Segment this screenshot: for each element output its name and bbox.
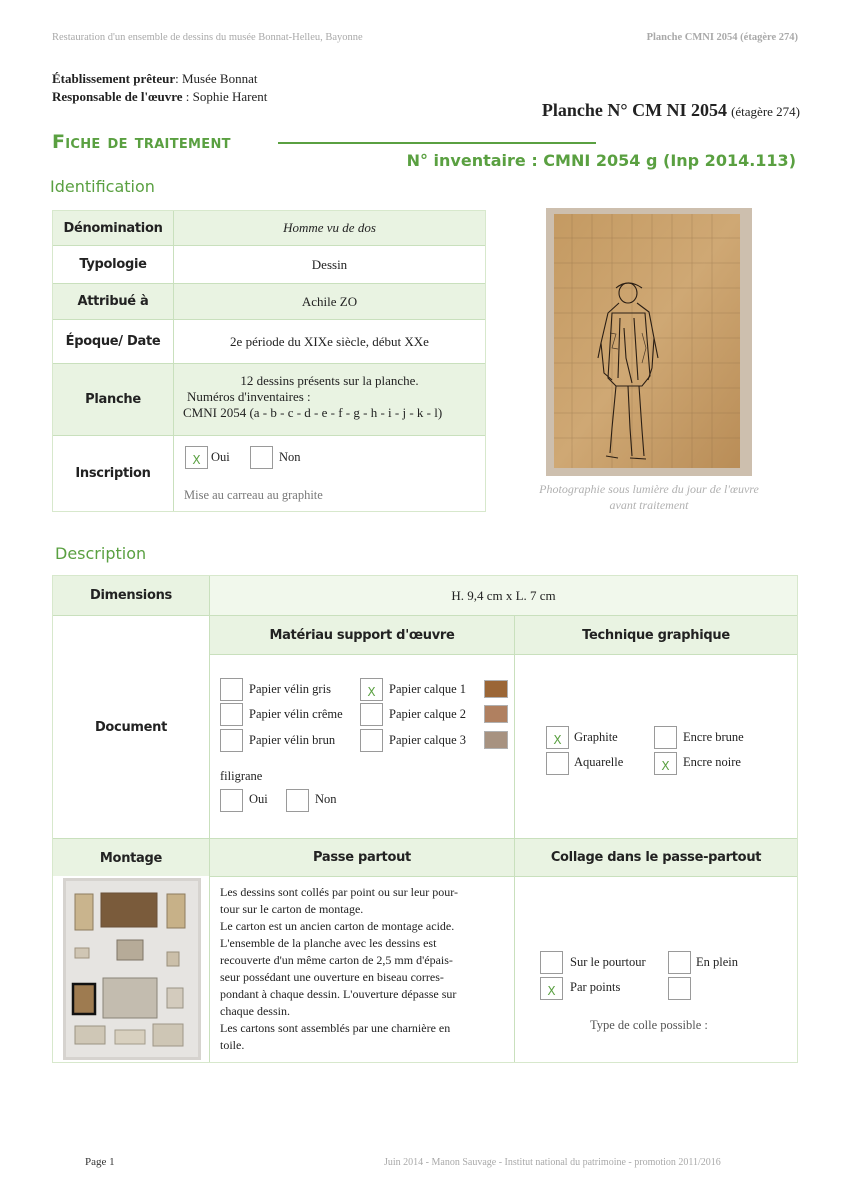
label-attribue: Attribué à <box>77 294 149 309</box>
page-number: Page 1 <box>85 1156 115 1168</box>
label-dimensions: Dimensions <box>90 588 172 603</box>
label-denomination: Dénomination <box>63 220 163 236</box>
lender-line-2 <box>52 89 267 105</box>
papier-velin-creme-label: Papier vélin crême <box>249 707 343 721</box>
papier-velin-creme-checkbox[interactable] <box>220 703 243 726</box>
papier-calque-1-checkbox[interactable]: X <box>360 678 383 701</box>
lender-label-1: Établissement prêteur <box>52 71 176 86</box>
filigrane-non-checkbox[interactable] <box>286 789 309 812</box>
lender-line-1 <box>52 71 257 87</box>
header-materiau: Matériau support d'œuvre <box>269 627 455 643</box>
encre-brune-label: Encre brune <box>683 730 744 744</box>
photo-caption-line-1: Photographie sous lumière du jour de l'œuvre <box>539 482 759 496</box>
passe-line: toile. <box>220 1038 245 1052</box>
photo-caption <box>506 481 792 513</box>
encre-noire-label: Encre noire <box>683 755 741 769</box>
passe-line: tour sur le carton de montage. <box>220 902 364 916</box>
graphite-label: Graphite <box>574 730 618 744</box>
papier-calque-1-label: Papier calque 1 <box>389 682 467 696</box>
label-typologie: Typologie <box>79 257 147 272</box>
value-attribue: Achile ZO <box>301 293 358 309</box>
title-rule <box>278 142 596 144</box>
type-de-colle-label: Type de colle possible : <box>590 1018 708 1032</box>
par-points-label: Par points <box>570 980 621 994</box>
papier-velin-gris-label: Papier vélin gris <box>249 682 331 696</box>
description-table <box>52 575 798 1063</box>
lender-value-2: : Sophie Harent <box>182 89 268 104</box>
en-plein-checkbox[interactable] <box>668 951 691 974</box>
label-document: Document <box>94 719 168 735</box>
lender-value-1: : Musée Bonnat <box>175 71 258 86</box>
papier-calque-3-checkbox[interactable] <box>360 729 383 752</box>
encre-noire-checkbox[interactable]: X <box>654 752 677 775</box>
aquarelle-label: Aquarelle <box>574 755 624 769</box>
value-epoque: 2e période du XIXe siècle, début XXe <box>230 333 429 349</box>
inscription-note: Mise au carreau au graphite <box>184 488 323 502</box>
papier-velin-gris-checkbox[interactable] <box>220 678 243 701</box>
par-points-checkbox[interactable]: X <box>540 977 563 1000</box>
row-divider <box>209 876 797 877</box>
label-inscription: Inscription <box>75 466 151 481</box>
montage-board-image <box>63 878 201 1060</box>
planche-line-2: Numéros d'inventaires : <box>187 389 311 404</box>
filigrane-label: filigrane <box>220 769 263 783</box>
inscription-oui-checkbox[interactable]: X <box>185 446 208 469</box>
passe-line: recouverte d'un même carton de 2,5 mm d'épais- <box>220 953 453 967</box>
calque-2-color-swatch <box>484 705 508 723</box>
encre-brune-checkbox[interactable] <box>654 726 677 749</box>
inscription-non-label: Non <box>279 450 301 464</box>
aquarelle-checkbox[interactable] <box>546 752 569 775</box>
value-dimensions: H. 9,4 cm x L. 7 cm <box>451 587 556 603</box>
passe-line: Le carton est un ancien carton de montage acide. <box>220 919 455 933</box>
papier-calque-2-checkbox[interactable] <box>360 703 383 726</box>
graphite-checkbox[interactable]: X <box>546 726 569 749</box>
en-plein-label: En plein <box>696 955 739 969</box>
lender-label-2: Responsable de l'œuvre <box>52 89 183 104</box>
planche-title <box>542 100 800 121</box>
artwork-drawing <box>546 208 752 476</box>
passe-line: L'ensemble de la planche avec les dessins est <box>220 936 437 950</box>
value-typologie: Dessin <box>311 256 348 272</box>
footer-credits: Juin 2014 - Manon Sauvage - Institut national du patrimoine - promotion 2011/2016 <box>384 1157 721 1168</box>
value-denomination: Homme vu de dos <box>283 220 376 235</box>
calque-1-color-swatch <box>484 680 508 698</box>
filigrane-oui-checkbox[interactable] <box>220 789 243 812</box>
filigrane-non-label: Non <box>315 792 337 806</box>
label-epoque: Époque/ Date <box>65 334 161 349</box>
planche-title-sub: (étagère 274) <box>731 104 800 119</box>
identification-table <box>52 210 486 512</box>
value-planche <box>174 373 485 421</box>
inscription-oui-label: Oui <box>211 450 230 464</box>
passe-partout-text <box>220 884 508 1054</box>
planche-line-3: CMNI 2054 (a - b - c - d - e - f - g - h - i - j - k - l) <box>183 405 443 420</box>
inventory-number: N° inventaire : CMNI 2054 g (Inp 2014.113) <box>406 151 796 170</box>
papier-velin-brun-checkbox[interactable] <box>220 729 243 752</box>
running-header-left: Restauration d'un ensemble de dessins du musée Bonnat-Helleu, Bayonne <box>52 32 363 43</box>
filigrane-oui-label: Oui <box>249 792 268 806</box>
running-header-right: Planche CMNI 2054 (étagère 274) <box>646 32 798 43</box>
artwork-photograph <box>546 208 752 476</box>
header-collage: Collage dans le passe-partout <box>550 850 762 865</box>
row-divider <box>209 654 797 655</box>
header-passe-partout: Passe partout <box>313 850 411 865</box>
passe-line: pondant à chaque dessin. L'ouverture dépasse sur <box>220 987 457 1001</box>
en-plein-extra-box[interactable] <box>668 977 691 1000</box>
papier-calque-3-label: Papier calque 3 <box>389 733 467 747</box>
planche-title-main: Planche N° CM NI 2054 <box>541 100 728 120</box>
passe-line: Les cartons sont assemblés par une charnière en <box>220 1021 451 1035</box>
description-heading: Description <box>55 544 147 563</box>
passe-line: Les dessins sont collés par point ou sur leur pour- <box>220 885 459 899</box>
inscription-non-checkbox[interactable] <box>250 446 273 469</box>
calque-3-color-swatch <box>484 731 508 749</box>
papier-calque-2-label: Papier calque 2 <box>389 707 467 721</box>
label-planche: Planche <box>85 392 141 407</box>
identification-heading: Identification <box>50 177 155 196</box>
passe-line: seur possédant une ouverture en biseau corres- <box>220 970 444 984</box>
montage-photograph <box>63 878 201 1060</box>
planche-line-1: 12 dessins présents sur la planche. <box>240 373 419 388</box>
sur-le-pourtour-checkbox[interactable] <box>540 951 563 974</box>
papier-velin-brun-label: Papier vélin brun <box>249 733 336 747</box>
fiche-title: Fiche de traitement <box>52 131 231 153</box>
label-montage: Montage <box>99 850 163 866</box>
sur-le-pourtour-label: Sur le pourtour <box>570 955 646 969</box>
photo-caption-line-2: avant traitement <box>609 498 689 512</box>
passe-line: chaque dessin. <box>220 1004 290 1018</box>
header-technique: Technique graphique <box>582 627 730 643</box>
